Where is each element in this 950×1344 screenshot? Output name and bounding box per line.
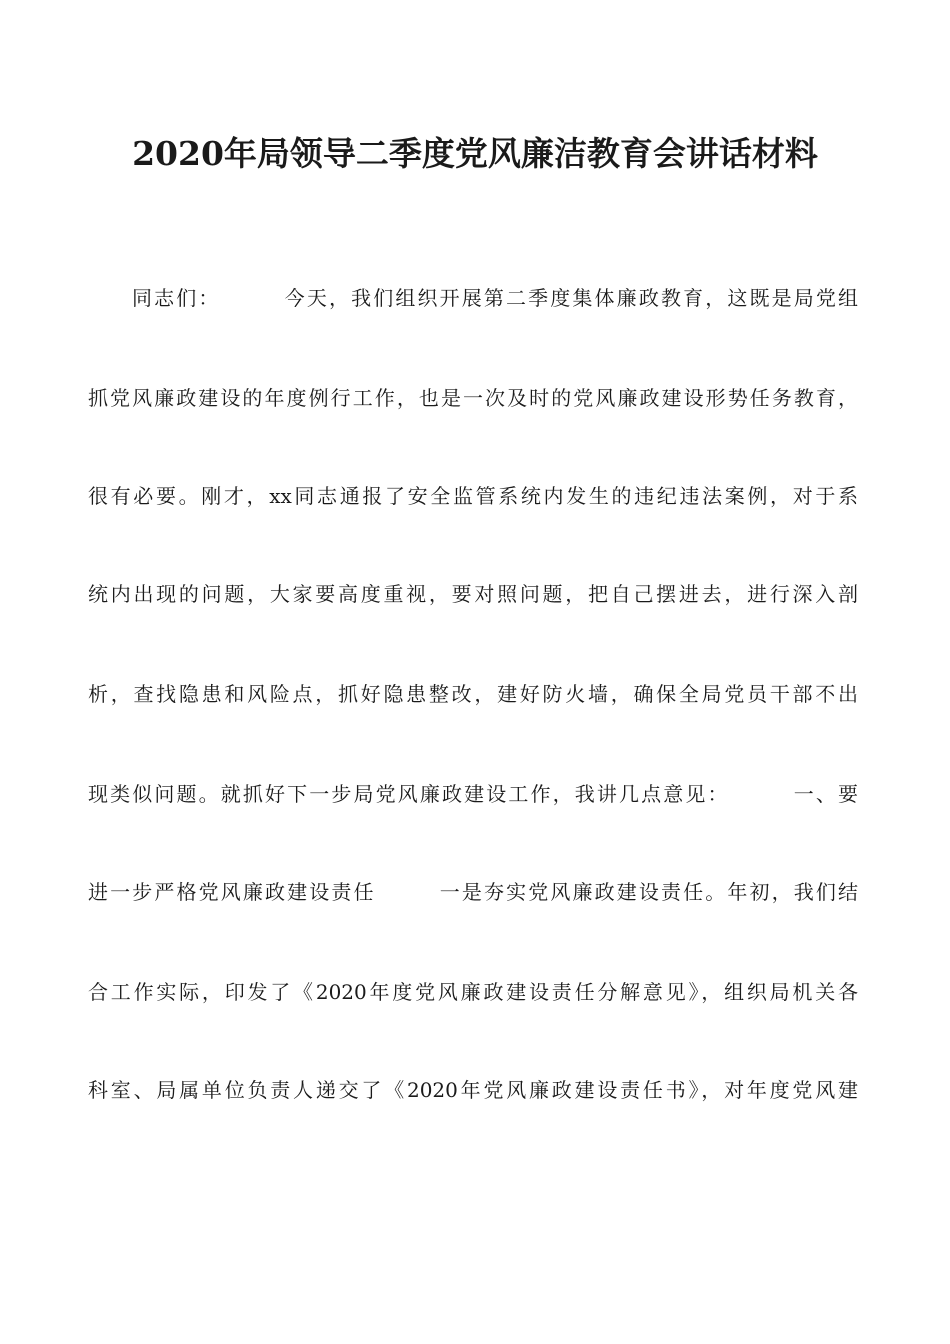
salutation: 同志们：: [132, 286, 221, 310]
point-1-start: 一是夯实党风廉政建设责任。年初，我们结: [437, 880, 858, 904]
body-line-2: 抓党风廉政建设的年度例行工作，也是一次及时的党风廉政建设形势任务教育，: [88, 386, 858, 410]
body-line-6: [88, 780, 858, 808]
body-line-4: 统内出现的问题，大家要高度重视，要对照问题，把自己摆进去，进行深入剖: [88, 582, 858, 606]
paragraph-1-start: 今天，我们组织开展第二季度集体廉政教育，这既是局党组: [282, 286, 858, 310]
body-line-3: 很有必要。刚才，xx同志通报了安全监管系统内发生的违纪违法案例，对于系: [88, 484, 858, 508]
paragraph-1-end: 现类似问题。就抓好下一步局党风廉政建设工作，我讲几点意见：: [88, 782, 730, 806]
document-title: 2020年局领导二季度党风廉洁教育会讲话材料: [132, 134, 818, 173]
body-line-7: [88, 878, 858, 906]
body-line-8: 合工作实际，印发了《2020年度党风廉政建设责任分解意见》，组织局机关各: [88, 980, 858, 1004]
section-1-heading-end: 进一步严格党风廉政建设责任: [88, 880, 376, 904]
body-line-5: 析，查找隐患和风险点，抓好隐患整改，建好防火墙，确保全局党员干部不出: [88, 682, 858, 706]
section-1-heading-start: 一、要: [791, 782, 858, 806]
body-line-9: 科室、局属单位负责人递交了《2020年党风廉政建设责任书》，对年度党风建: [88, 1078, 858, 1102]
body-line-1: [132, 284, 858, 312]
